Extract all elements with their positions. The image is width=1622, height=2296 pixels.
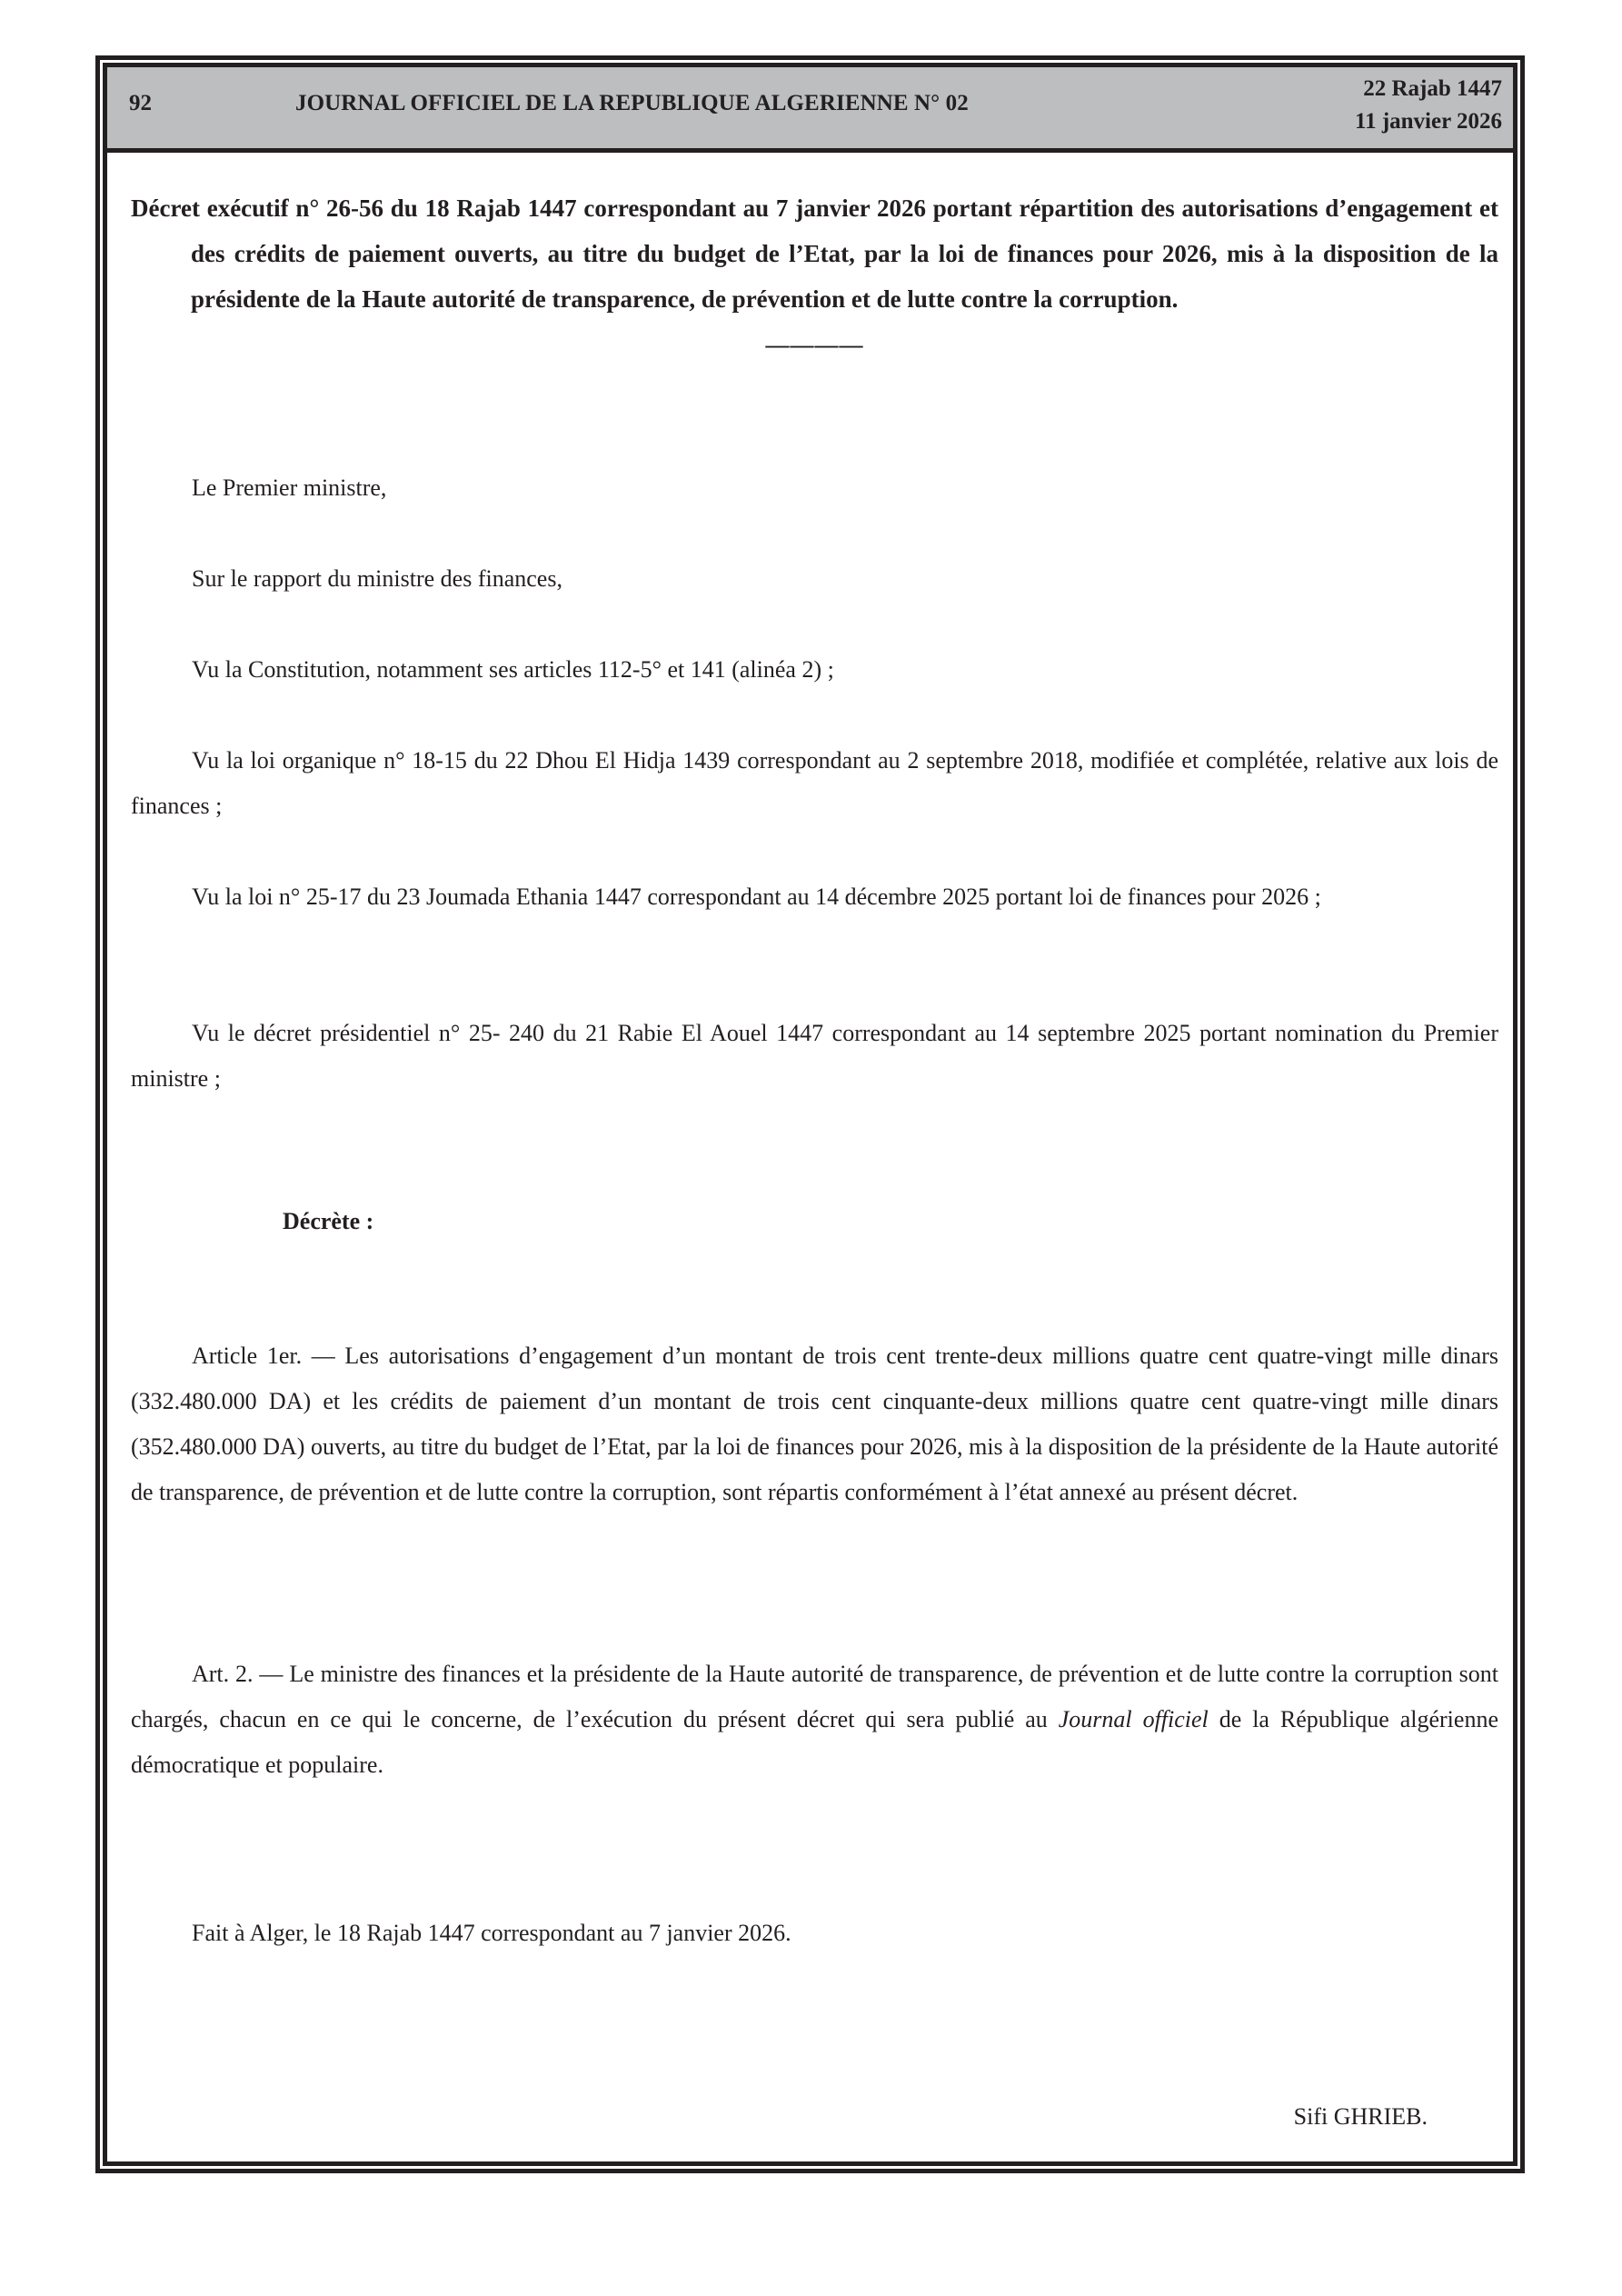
done-at-line: Fait à Alger, le 18 Rajab 1447 correspondant au 7 janvier 2026. — [192, 1920, 791, 1946]
preamble-constitution: Vu la Constitution, notamment ses articles 112-5° et 141 (alinéa 2) ; — [192, 656, 834, 683]
gregorian-date: 11 janvier 2026 — [1354, 109, 1502, 134]
preamble-presidential-decree: Vu le décret présidentiel n° 25- 240 du 21 Rabie El Aouel 1447 correspondant au 14 septembre 2025 portant nomination du Premier ministre ; — [131, 1020, 1498, 1092]
title-separator: ———— — [765, 332, 864, 358]
journal-header — [107, 67, 1513, 153]
journal-officiel-italic: Journal officiel — [1058, 1706, 1209, 1732]
page-number: 92 — [129, 91, 152, 115]
issue-dates — [1355, 73, 1502, 138]
decree-title: Décret exécutif n° 26-56 du 18 Rajab 1447 correspondant au 7 janvier 2026 portant répartition des autorisations d’engagement et des crédits de paiement ouverts, au titre du budget de l’Etat, par la loi de finances pour 2026, mis à la disposition de la présidente de la Haute autorité de transparence, de prévention et de lutte contre la corruption. — [131, 195, 1498, 313]
page-frame-inner — [103, 63, 1518, 2166]
signature: Sifi GHRIEB. — [1293, 2103, 1428, 2130]
preamble-report: Sur le rapport du ministre des finances, — [192, 565, 562, 592]
hijri-date: 22 Rajab 1447 — [1363, 76, 1502, 101]
article-2-text-end: de la République algérienne démocratique et populaire. — [131, 1706, 1498, 1778]
article-1: Article 1er. — Les autorisations d’engagement d’un montant de trois cent trente-deux millions quatre cent quatre-vingt mille dinars (332.480.000 DA) et les crédits de paiement d’un montant de trois cent cinquante-deux millions quatre cent quatre-vingt mille dinars (352.480.000 DA) ouverts, au titre du budget de l’Etat, par la loi de finances pour 2026, mis à la disposition de la présidente de la Haute autorité de transparence, de prévention et de lutte contre la corruption, sont répartis conformément à l’état annexé au présent décret. — [131, 1343, 1498, 1505]
article-2-text: Art. 2. — Le ministre des finances et la présidente de la Haute autorité de transparence, de prévention et de lutte contre la corruption sont chargés, chacun en ce qui le concerne, de l’exécution du présent décret qui sera publié au — [131, 1661, 1498, 1732]
decrete-label: Décrète : — [283, 1208, 374, 1234]
preamble-prime-minister: Le Premier ministre, — [192, 474, 387, 501]
journal-title: JOURNAL OFFICIEL DE LA REPUBLIQUE ALGERIENNE N° 02 — [295, 91, 969, 115]
preamble-organic-law: Vu la loi organique n° 18-15 du 22 Dhou El Hidja 1439 correspondant au 2 septembre 2018, modifiée et complétée, relative aux lois de finances ; — [131, 747, 1498, 819]
document-body — [131, 185, 1498, 2130]
preamble-finance-law: Vu la loi n° 25-17 du 23 Joumada Ethania 1447 correspondant au 14 décembre 2025 portant loi de finances pour 2026 ; — [192, 883, 1321, 910]
article-2 — [131, 1652, 1498, 1788]
